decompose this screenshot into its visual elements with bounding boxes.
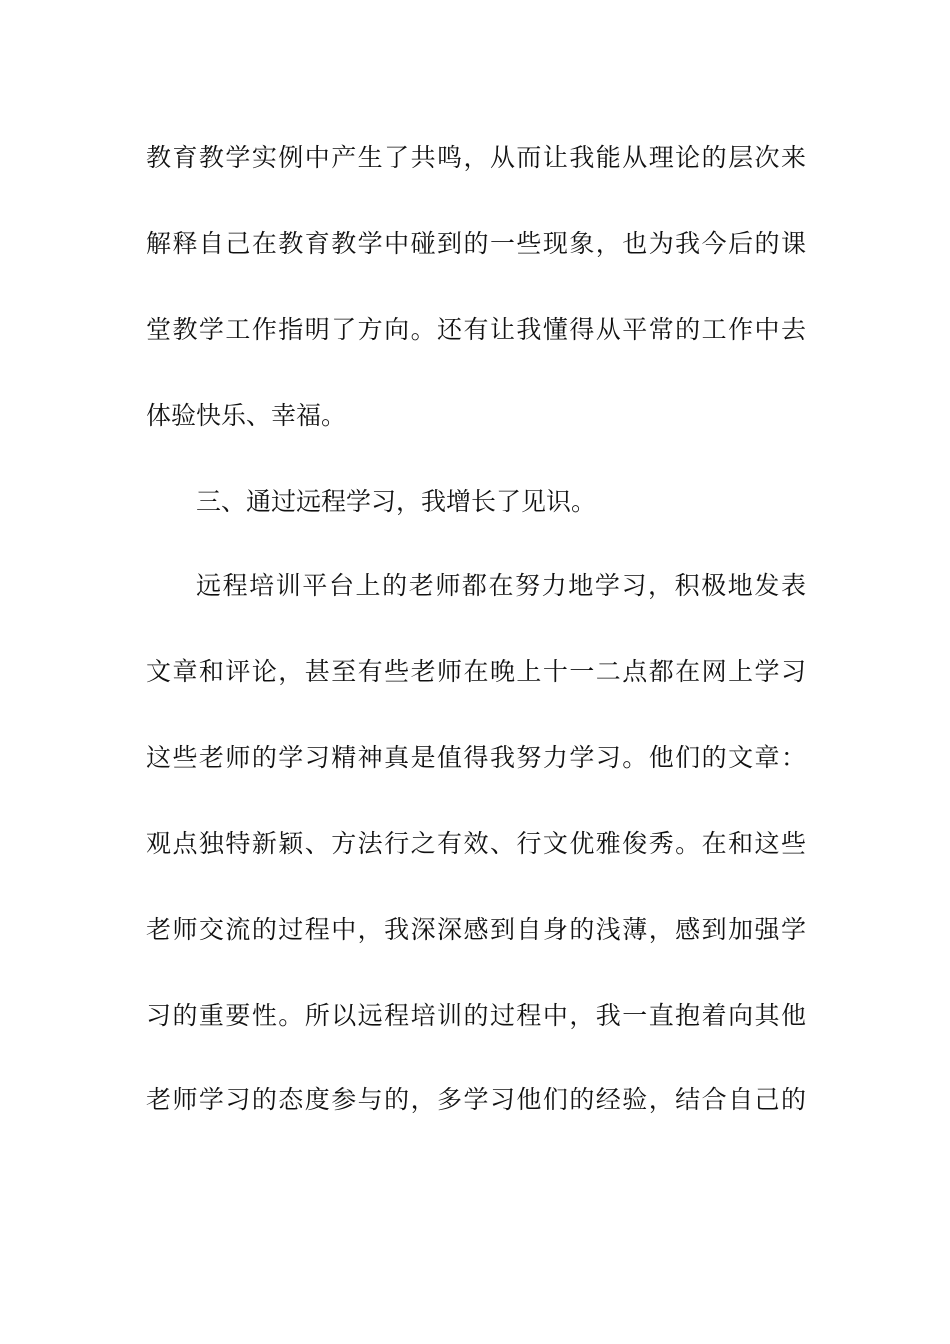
text-line-1: 教育教学实例中产生了共鸣，从而让我能从理论的层次来 [146,143,806,172]
text-line-8: 这些老师的学习精神真是值得我努力学习。他们的文章： [146,743,806,772]
section-heading: 三、通过远程学习，我增长了见识。 [196,487,597,516]
text-line-6: 远程培训平台上的老师都在努力地学习，积极地发表 [196,571,806,600]
text-line-11: 习的重要性。所以远程培训的过程中，我一直抱着向其他 [146,1001,806,1030]
text-line-10: 老师交流的过程中，我深深感到自身的浅薄，感到加强学 [146,915,806,944]
text-line-12: 老师学习的态度参与的，多学习他们的经验，结合自己的 [146,1085,806,1114]
text-line-7: 文章和评论，甚至有些老师在晚上十一二点都在网上学习 [146,657,806,686]
text-line-3: 堂教学工作指明了方向。还有让我懂得从平常的工作中去 [146,315,806,344]
text-line-4: 体验快乐、幸福。 [146,401,347,430]
text-line-9: 观点独特新颖、方法行之有效、行文优雅俊秀。在和这些 [146,829,806,858]
text-line-2: 解释自己在教育教学中碰到的一些现象，也为我今后的课 [146,229,806,258]
